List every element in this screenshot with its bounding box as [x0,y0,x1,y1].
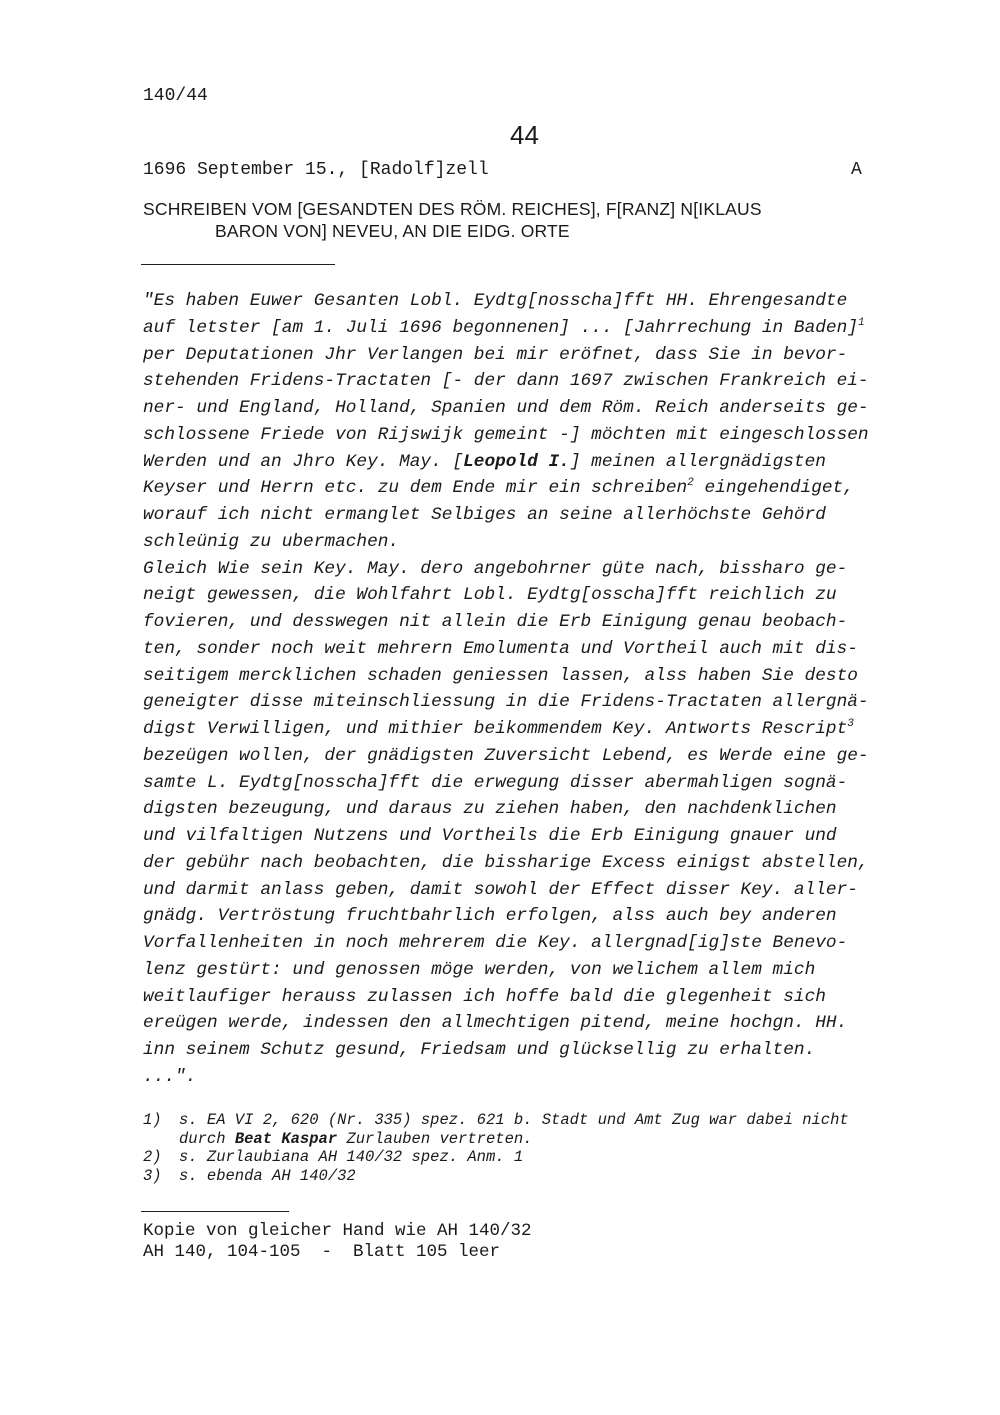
person-name: Leopold I. [463,451,570,472]
footnote-mark: 1 [857,316,865,329]
letter-line: und vilfaltigen Nutzens und Vortheils die Erb Einigung gnauer und [143,826,837,846]
source-note-archive: AH 140, 104-105 - Blatt 105 leer [143,1242,501,1262]
letter-line: stehenden Fridens-Tractaten [- der dann 1697 zwischen Frankreich ei- [143,371,869,392]
letter-line: Gleich Wie sein Key. May. dero angebohrner güte nach, bissharo ge- [143,558,848,579]
person-name: Beat Kaspar [234,1129,338,1148]
letter-line: lenz gestürt: und genossen möge werden, von welichem allem mich [143,959,816,980]
letter-text [143,288,943,1091]
footnote-number: 1) [143,1111,162,1129]
letter-line: ten, sonder noch weit mehrern Emolumenta und Vortheil auch mit dis- [143,638,858,659]
letter-line: worauf ich nicht ermanglet Selbiges an seine allerhöchste Gehörd [143,505,826,525]
footnote-mark: 2 [687,477,694,490]
letter-line: weitlaufiger herauss zulassen ich hoffe bald die glegenheit sich [143,986,826,1007]
letter-line: Werden und an Jhro Key. May. [Leopold I.] meinen allergnädigsten [143,451,826,472]
footnote-number: 3) [143,1166,162,1185]
footnote-number: 2) [143,1148,162,1166]
footnote-1-continuation: durch Beat Kaspar Zurlauben vertreten. [179,1129,533,1148]
letter-line: ereügen werde, indessen den allmechtigen pitend, meine hochgn. HH. [143,1013,848,1034]
letter-code: A [851,160,862,180]
letter-line: der gebühr nach beobachten, die bissharige Excess einigst abstellen, [143,852,869,873]
footnotes [143,1111,943,1185]
archive-reference: 140/44 [143,86,208,106]
letter-line: ner- und England, Holland, Spanien und dem Röm. Reich anderseits ge- [143,398,869,418]
letter-line: "Es haben Euwer Gesanten Lobl. Eydtg[nosscha]fft HH. Ehrengesandte [143,291,848,311]
document-number: 44 [510,120,539,150]
footnote-3: 3) s. ebenda AH 140/32 [143,1166,356,1185]
letter-line: samte L. Eydtg[nosscha]fft die erwegung disser abermahligen sognä- [143,772,848,793]
source-divider [141,1211,289,1212]
letter-line: digsten bezeugung, und daraus zu ziehen haben, den nachdenklichen [143,799,837,820]
letter-line: inn seinem Schutz gesund, Friedsam und glücksellig zu erhalten. [143,1040,816,1060]
footnote-1: 1) s. EA VI 2, 620 (Nr. 335) spez. 621 b. Stadt und Amt Zug war dabei nicht [143,1111,849,1129]
letter-line: ...". [143,1066,197,1087]
letter-line: neigt gewessen, die Wohlfahrt Lobl. Eydtg[osscha]fft reichlich zu [143,585,837,606]
letter-line: Vorfallenheiten in noch mehrerem die Key. allergnad[ig]ste Benevo- [143,933,848,953]
letter-line: seitigem mercklichen schaden geniessen lassen, alss haben Sie desto [143,665,858,686]
letter-line: schlossene Friede von Rijswijk gemeint -] möchten mit eingeschlossen [143,424,869,445]
letter-line: schleünig zu ubermachen. [143,531,400,552]
letter-line: digst Verwilligen, und mithier beikommendem Key. Antworts Rescript$^3$ [143,718,854,739]
letter-line: per Deputationen Jhr Verlangen bei mir eröfnet, dass Sie in bevor- [143,344,848,365]
document-heading-line-2: BARON VON] NEVEU, AN DIE EIDG. ORTE [215,221,570,241]
letter-line: Keyser und Herrn etc. zu dem Ende mir ein schreiben$^2$ eingehendiget, [143,477,854,499]
letter-line: auf letster [am 1. Juli 1696 begonnenen] ... [Jahrrechung in Baden]$^1$ [143,316,865,338]
letter-line: und darmit anlass geben, damit sowohl der Effect disser Key. aller- [143,879,858,900]
document-heading-line-1: SCHREIBEN VOM [GESANDTEN DES RÖM. REICHES], F[RANZ] N[IKLAUS [143,199,762,219]
heading-divider [141,264,335,265]
letter-line: bezeügen wollen, der gnädigsten Zuversicht Lebend, es Werde eine ge- [143,745,869,766]
footnote-mark: 3 [847,718,854,730]
letter-line: gnädg. Vertröstung fruchtbahrlich erfolgen, alss auch bey anderen [143,906,837,927]
letter-line: fovieren, und desswegen nit allein die Erb Einigung genau beobach- [143,612,848,632]
source-note-copy: Kopie von gleicher Hand wie AH 140/32 [143,1221,532,1241]
date-place: 1696 September 15., [Radolf]zell [143,160,489,180]
letter-line: geneigter disse miteinschliessung in die Fridens-Tractaten allergnä- [143,692,869,713]
source-notes [143,1221,532,1263]
footnote-2: 2) s. Zurlaubiana AH 140/32 spez. Anm. 1 [143,1148,524,1166]
